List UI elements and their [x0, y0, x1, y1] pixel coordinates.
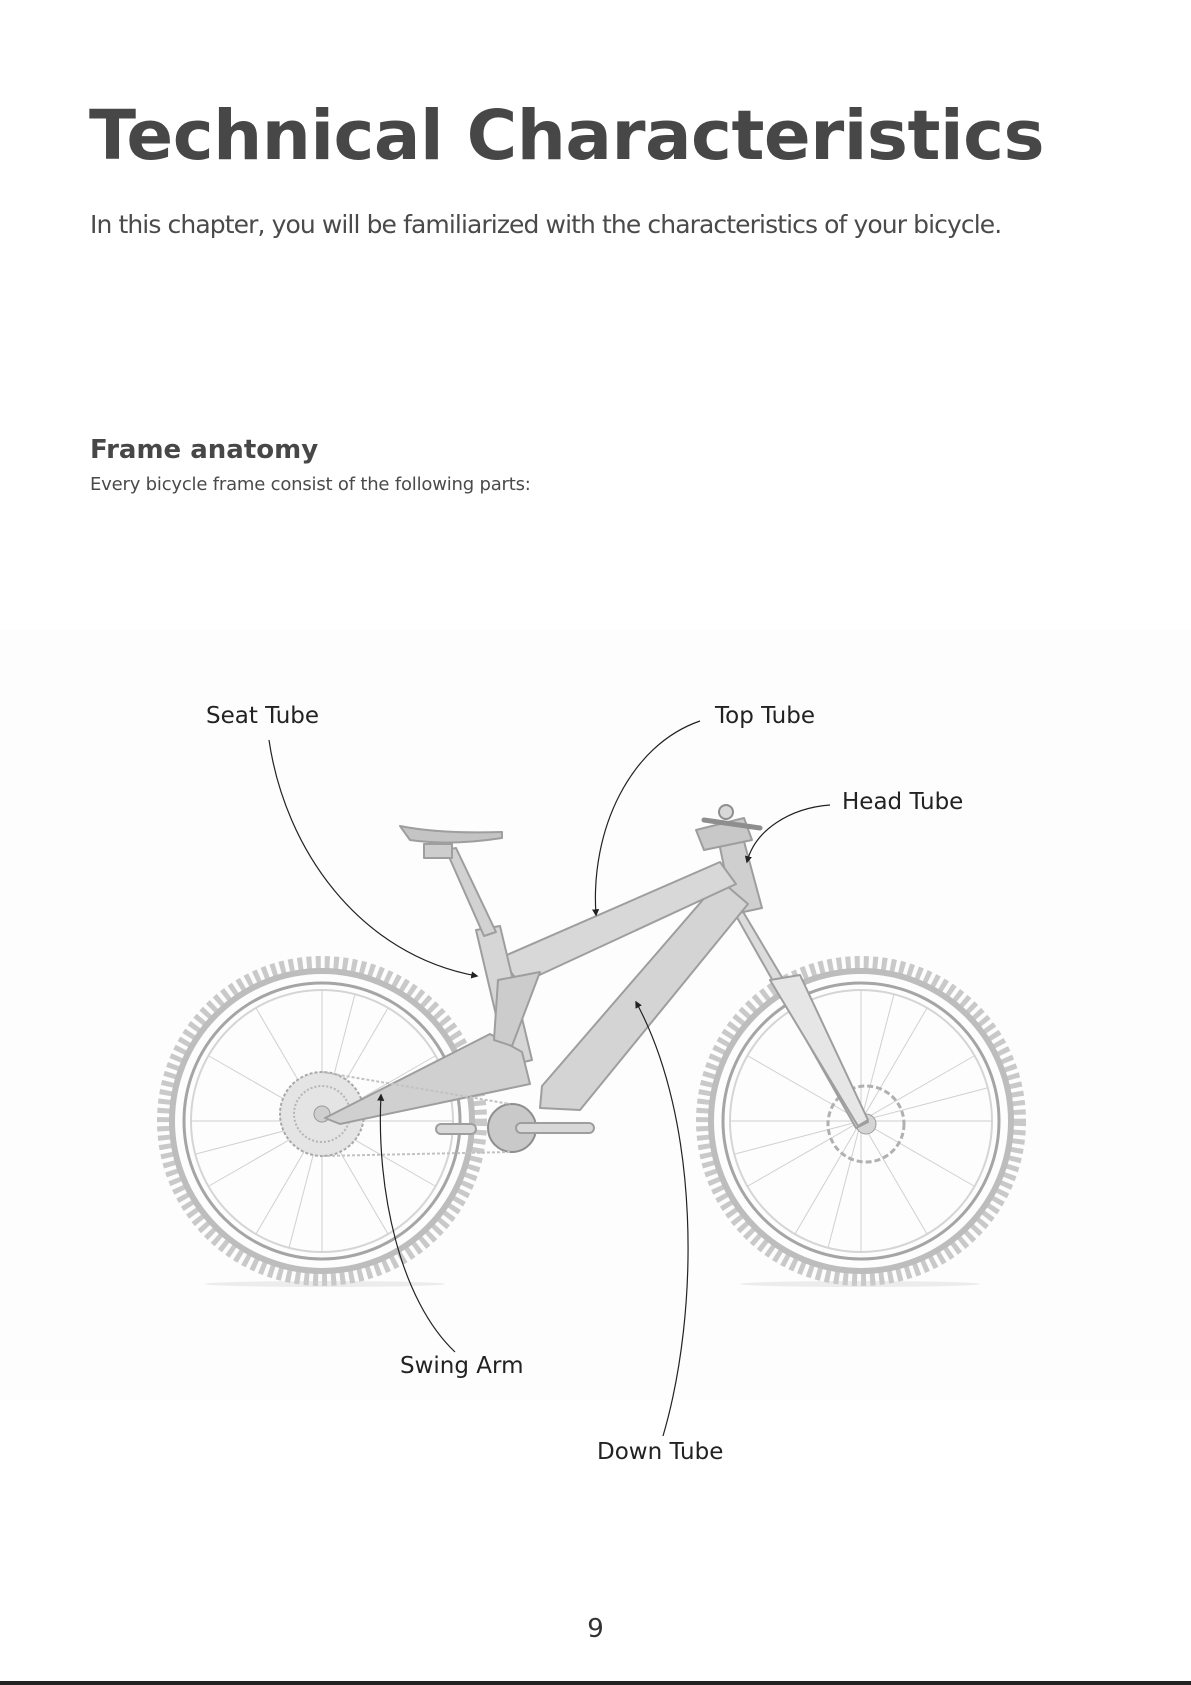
callout-swing-arm: Swing Arm [400, 1353, 524, 1379]
down-tube-leader [636, 1002, 688, 1436]
callout-down-tube: Down Tube [597, 1439, 724, 1465]
head-tube-leader [747, 805, 830, 862]
section-description: Every bicycle frame consist of the following parts: [90, 474, 531, 495]
chapter-intro: In this chapter, you will be familiarized with the characteristics of your bicycle. [90, 210, 1002, 239]
bike-frame [322, 805, 868, 1156]
page-title: Technical Characteristics [89, 96, 1045, 176]
bottom-rule [0, 1681, 1191, 1685]
callout-seat-tube: Seat Tube [206, 703, 320, 729]
front-wheel-shadow [740, 1281, 980, 1287]
section-title: Frame anatomy [90, 435, 319, 465]
rear-wheel [164, 963, 480, 1279]
page-number: 9 [587, 1614, 604, 1644]
callout-head-tube: Head Tube [842, 789, 964, 815]
callout-top-tube: Top Tube [715, 703, 816, 729]
